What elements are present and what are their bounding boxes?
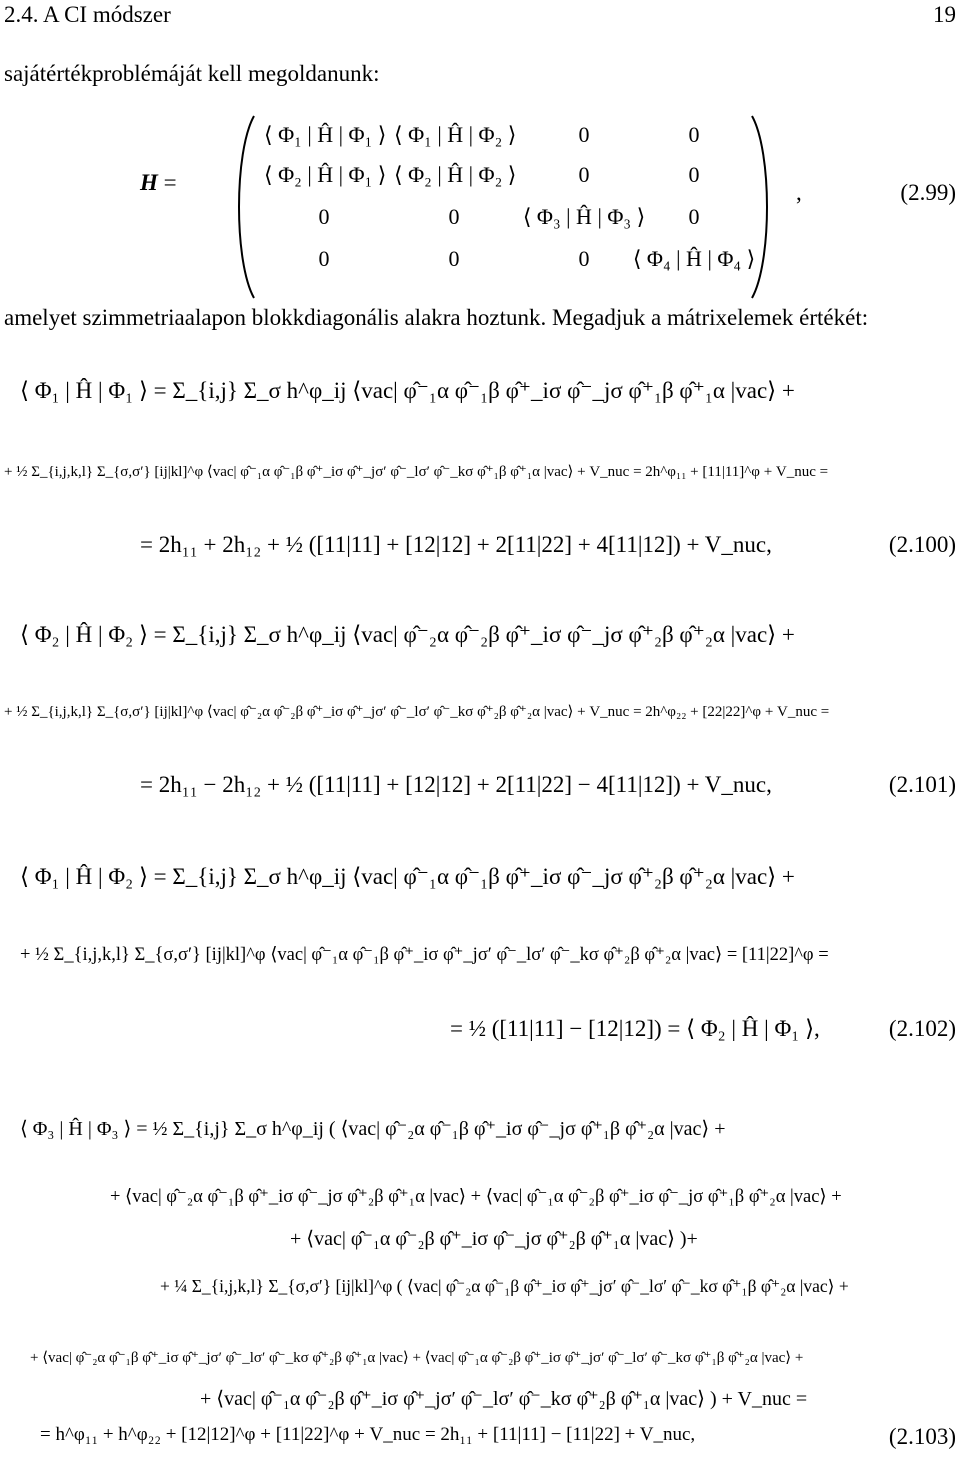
left-paren-icon [228,112,258,302]
matrix-cell: 0 [448,246,460,271]
matrix-cell: 0 [318,246,330,271]
page-number: 19 [933,2,956,27]
intro-text: sajátértékproblémáját kell megoldanunk: [4,61,380,86]
right-paren-icon [748,112,778,302]
section-title: 2.4. A CI módszer [4,2,171,27]
matrix-cell: ⟨ Φ₁ | Ĥ | Φ₂ ⟩ [394,122,517,147]
matrix-label: H = [140,170,177,195]
matrix-suffix: , [796,180,802,205]
matrix-cell: ⟨ Φ₂ | Ĥ | Φ₁ ⟩ [264,162,387,187]
paragraph: amelyet szimmetriaalapon blokkdiagonális alakra hoztunk. Megadjuk a mátrixelemek értékét: [4,305,869,330]
equation-number: (2.99) [900,180,956,205]
matrix-cell: 0 [578,122,590,147]
matrix-cell: 0 [448,204,460,229]
matrix-cell: ⟨ Φ₂ | Ĥ | Φ₂ ⟩ [394,162,517,187]
matrix-cell: ⟨ Φ₄ | Ĥ | Φ₄ ⟩ [632,246,756,271]
matrix-cell: 0 [578,162,590,187]
matrix-cell: ⟨ Φ₁ | Ĥ | Φ₁ ⟩ [264,122,387,147]
matrix-cell: ⟨ Φ₃ | Ĥ | Φ₃ ⟩ [522,204,646,229]
equation-number: (2.100) [888,532,956,557]
matrix-cell: 0 [688,122,700,147]
matrix-cell: 0 [578,246,590,271]
equation-number: (2.103) [888,1424,956,1449]
equation-number: (2.102) [888,1016,956,1041]
matrix-cell: 0 [688,204,700,229]
matrix [228,112,788,302]
matrix-cell: 0 [318,204,330,229]
equation-number: (2.101) [888,772,956,797]
matrix-cell: 0 [688,162,700,187]
